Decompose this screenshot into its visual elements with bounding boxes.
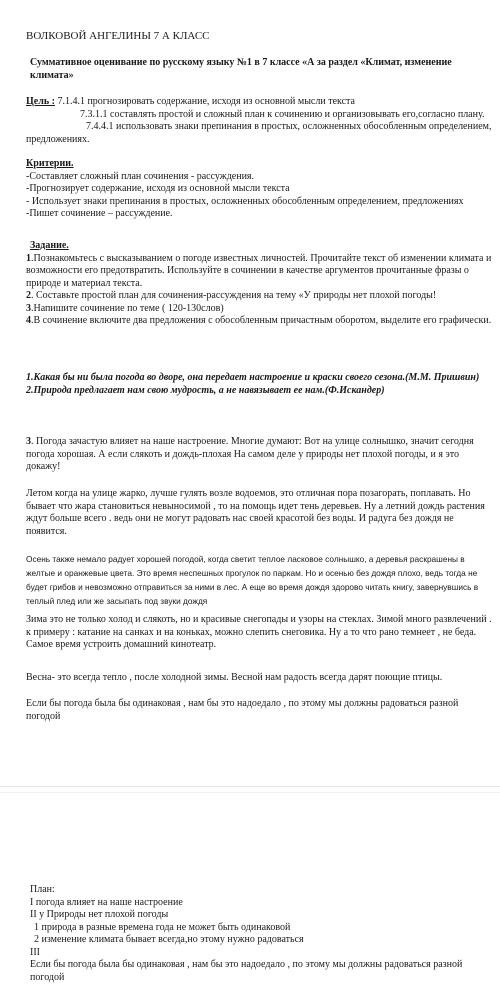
plan-section	[30, 884, 492, 984]
page-divider-shadow	[0, 792, 500, 793]
task-2-text: . Составьте простой план для сочинения-рассуждения на тему «У природы нет плохой погоды!	[31, 290, 437, 301]
essay-paragraph-autumn: Осень также немало радует хорошей погодой, когда светит теплое ласковое солнышко, а деревья раскрашены в желтые и оранжевые цвета. Это время неспешных прогулок по паркам. Но и осенью без дождя плохо, ведь тогда не будет грибов и невозможно отправиться за ними в лес. А еще во время дождя здорово читать книгу, завернувшись в теплый плед или же засыпать под звуки дождя	[26, 554, 479, 606]
criteria-item-4: -Пишет сочинение – рассуждение.	[26, 208, 173, 219]
plan-item-iii: III	[30, 946, 40, 958]
assessment-title: Суммативное оценивание по русскому языку №1 в 7 классе «А за раздел «Климат, изменение климата»	[30, 57, 452, 81]
task-3-number: 3	[26, 302, 31, 314]
criteria-label: Критерии.	[26, 158, 74, 169]
criteria-item-3: - Использует знаки препинания в простых, осложненных обособленным определением, предложениях	[26, 195, 464, 207]
task-4-number: 4	[26, 315, 31, 326]
task-2-number: 2	[26, 290, 31, 301]
plan-subitem-2: 2 изменение климата бывает всегда,но этому нужно радоваться	[34, 934, 304, 945]
goal-line-1: 7.1.4.1 прогнозировать содержание, исходя из основной мысли текста	[54, 96, 355, 107]
essay-paragraph-conclusion: Если бы погода была бы одинаковая , нам бы это надоедало , по этому мы должны радоваться разной погодой	[26, 698, 459, 722]
goal-line-2: 7.3.1.1 составлять простой и сложный план к сочинению и организовывать его,согласно плану.	[80, 108, 485, 120]
task-3-text: .Напишите сочинение по теме ( 120-130слов)	[31, 302, 224, 314]
task-item-3	[26, 303, 492, 316]
goal-section	[26, 96, 492, 146]
essay-intro-text: . Погода зачастую влияет на наше настроение. Многие думают: Вот на улице солнышко, значит сегодня погода хорошая. А если слякоть и дождь-плохая На самом деле у природы нет плохой погоды, и я это докажу!	[26, 436, 474, 472]
criteria-section	[26, 158, 492, 221]
essay-paragraph-1	[26, 436, 492, 474]
quotes-section	[26, 372, 492, 397]
quote-2: 2.Природа предлагает нам свою мудрость, а не навязывает ее нам.(Ф.Искандер)	[26, 384, 385, 396]
essay-paragraph-summer: Летом когда на улице жарко, лучше гулять возле водоемов, это отличная пора позагорать, поплавать. Но бывает что жара становиться невыносимой , то на помощь идет тень деревьев. Ну а летний дождь растения ждут больше всего . ведь они не могут радовать нас своей красотой без воды. И радуга без дождя не появится.	[26, 488, 485, 537]
student-header: ВОЛКОВОЙ АНГЕЛИНЫ 7 А КЛАСС	[26, 30, 210, 42]
task-item-4	[26, 315, 492, 328]
essay-paragraph-winter: Зима это не только холод и слякоть, но и красивые снегопады и узоры на стеклах. Зимой много развлечений . к примеру : катание на санках и на коньках, можно слепить снеговика. Ну а то что рано темнеет , не беда. Самое время устроить домашний кинотеатр.	[26, 614, 492, 650]
task-label: Задание.	[30, 240, 69, 251]
plan-label: План:	[30, 884, 55, 895]
task-item-1	[26, 253, 492, 291]
task-item-2	[26, 290, 492, 303]
plan-item-iii-text: Если бы погода была бы одинаковая , нам бы это надоедало , по этому мы должны радоваться разной погодой	[30, 959, 463, 983]
plan-item-ii: II у Природы нет плохой погоды	[30, 909, 169, 920]
task-1-number: 1	[26, 252, 31, 264]
task-4-text: .В сочинение включите два предложения с обособленным причастным оборотом, выделите его графически.	[31, 315, 492, 326]
essay-number: 3	[26, 436, 31, 447]
goal-label: Цель :	[26, 96, 55, 107]
task-section	[26, 240, 492, 328]
criteria-item-1: -Составляет сложный план сочинения - рассуждения.	[26, 170, 255, 182]
plan-subitem-1: 1 природа в разные времена года не может быть одинаковой	[34, 921, 291, 933]
quote-1: 1.Какая бы ни была погода во дворе, она передает настроение и краски своего сезона.(М.М. Пришвин)	[26, 372, 480, 383]
goal-line-3: 7.4.4.1 использовать знаки препинания в простых, осложненных обособленным определением, предложениях.	[26, 121, 492, 145]
criteria-item-2: -Прогнозирует содержание, исходя из основной мысли текста	[26, 183, 290, 194]
page-divider	[0, 786, 500, 787]
task-1-text: .Познакомьтесь с высказыванием о погоде известных личностей. Прочитайте текст об изменении климата и возможности его предотвратить. Используйте в сочинении в качестве аргументов прочитанные фразы о природе и материал текста.	[26, 252, 492, 289]
essay-paragraph-spring: Весна- это всегда тепло , после холодной зимы. Весной нам радость всегда дарят поющие птицы.	[26, 672, 443, 683]
plan-item-i: I погода влияет на наше настроение	[30, 896, 183, 908]
